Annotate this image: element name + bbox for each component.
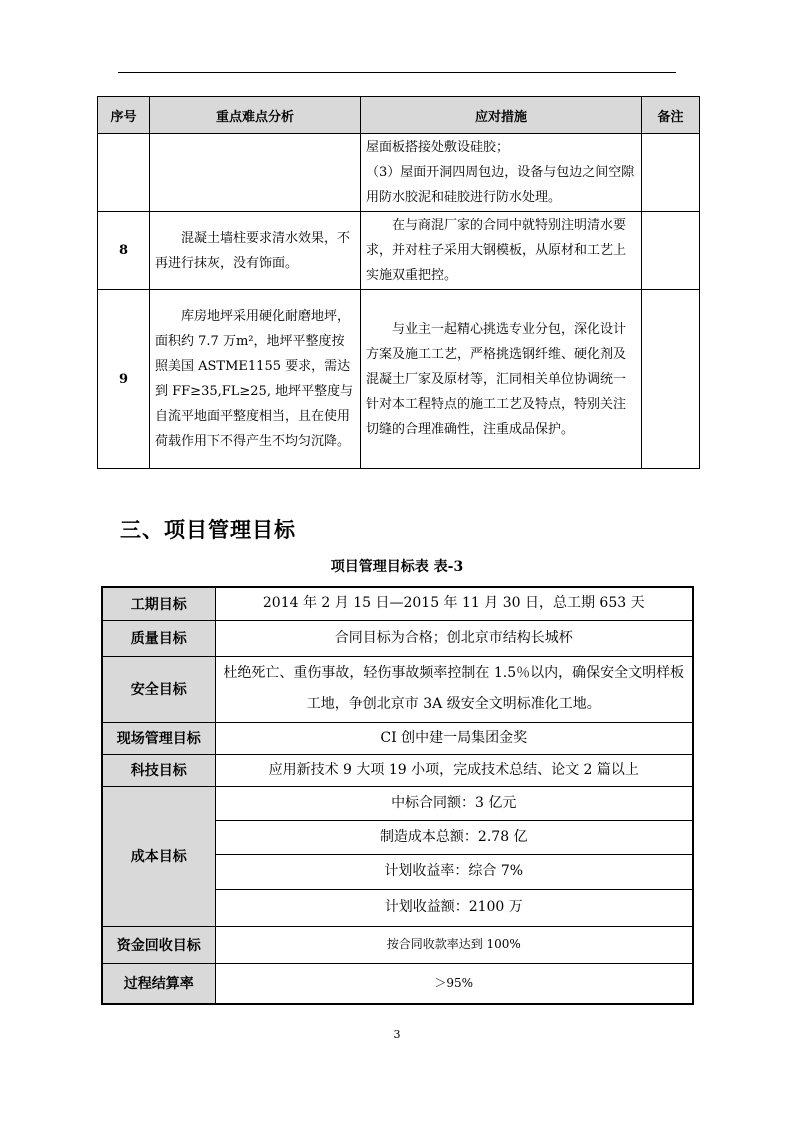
table-caption: 项目管理目标表 表-3: [330, 559, 464, 575]
row-note: [642, 212, 700, 290]
management-goals-table: [101, 586, 694, 1005]
goal-label: 科技目标: [102, 754, 215, 786]
row-number: 9: [98, 290, 150, 469]
table-row: [102, 963, 693, 1004]
table-row: [102, 926, 693, 963]
measure-line: （3）屋面开洞四周包边，设备与包边之间空隙用防水胶泥和硅胶进行防水处理。: [366, 165, 635, 205]
goal-label: 质量目标: [102, 620, 215, 656]
table-row: [98, 212, 700, 290]
row-analysis: 库房地坪采用硬化耐磨地坪，面积约 7.7 万m²，地坪平整度按照美国 ASTME1155 要求，需达到 FF≥35,FL≥25, 地坪平整度与自流平地面平整度相当，且在使用荷载作用下不得产生不均匀沉降。: [150, 290, 361, 469]
row-measures: [361, 134, 642, 212]
row-measures: 与业主一起精心挑选专业分包，深化设计方案及施工工艺，严格挑选钢纤维、硬化剂及混凝土厂家及原材等，汇同相关单位协调统一针对本工程特点的施工工艺及特点，特别关注切缝的合理准确性，注重成品保护。: [361, 290, 642, 469]
goal-value: 制造成本总额：2.78 亿: [215, 820, 693, 854]
table-row: [102, 786, 693, 820]
table-row: [102, 620, 693, 656]
goal-label: 工期目标: [102, 587, 215, 620]
row-number: [98, 134, 150, 212]
row-number: 8: [98, 212, 150, 290]
goal-value: 杜绝死亡、重伤事故，轻伤事故频率控制在 1.5％以内，确保安全文明样板工地，争创北京市 3A 级安全文明标准化工地。: [215, 656, 693, 722]
goal-label: 成本目标: [102, 786, 215, 926]
table-row: [102, 587, 693, 620]
goal-value: 2014 年 2 月 15 日—2015 年 11 月 30 日，总工期 653 天: [215, 587, 693, 620]
goal-label: 资金回收目标: [102, 926, 215, 963]
table-header-row: [98, 97, 700, 134]
goal-value: 中标合同额：3 亿元: [215, 786, 693, 820]
page-number: 3: [393, 1028, 401, 1041]
col-header-measures: 应对措施: [361, 97, 642, 134]
row-note: [642, 290, 700, 469]
col-header-seq: 序号: [98, 97, 150, 134]
goal-value: ＞95%: [215, 963, 693, 1004]
goal-value: 应用新技术 9 大项 19 小项，完成技术总结、论文 2 篇以上: [215, 754, 693, 786]
goal-label: 安全目标: [102, 656, 215, 722]
goal-value: 合同目标为合格；创北京市结构长城杯: [215, 620, 693, 656]
col-header-analysis: 重点难点分析: [150, 97, 361, 134]
row-analysis: 混凝土墙柱要求清水效果，不再进行抹灰，没有饰面。: [150, 212, 361, 290]
key-difficulty-table: [97, 96, 700, 469]
table-row: [98, 134, 700, 212]
row-note: [642, 134, 700, 212]
col-header-note: 备注: [642, 97, 700, 134]
measure-line: 屋面板搭接处敷设硅胶；: [366, 140, 510, 155]
table-row: [98, 290, 700, 469]
goal-value: 计划收益额：2100 万: [215, 889, 693, 926]
goal-label: 现场管理目标: [102, 722, 215, 754]
row-analysis: [150, 134, 361, 212]
table-row: [102, 722, 693, 754]
section-title: 三、项目管理目标: [120, 518, 296, 542]
goal-value: 按合同收款率达到 100%: [215, 926, 693, 963]
row-measures: 在与商混厂家的合同中就特别注明清水要求，并对柱子采用大钢模板，从原材和工艺上实施双重把控。: [361, 212, 642, 290]
table-row: [102, 656, 693, 722]
goal-value: 计划收益率：综合 7%: [215, 854, 693, 889]
goal-label: 过程结算率: [102, 963, 215, 1004]
goal-value: CI 创中建一局集团金奖: [215, 722, 693, 754]
header-rule: [118, 72, 676, 73]
table-row: [102, 754, 693, 786]
